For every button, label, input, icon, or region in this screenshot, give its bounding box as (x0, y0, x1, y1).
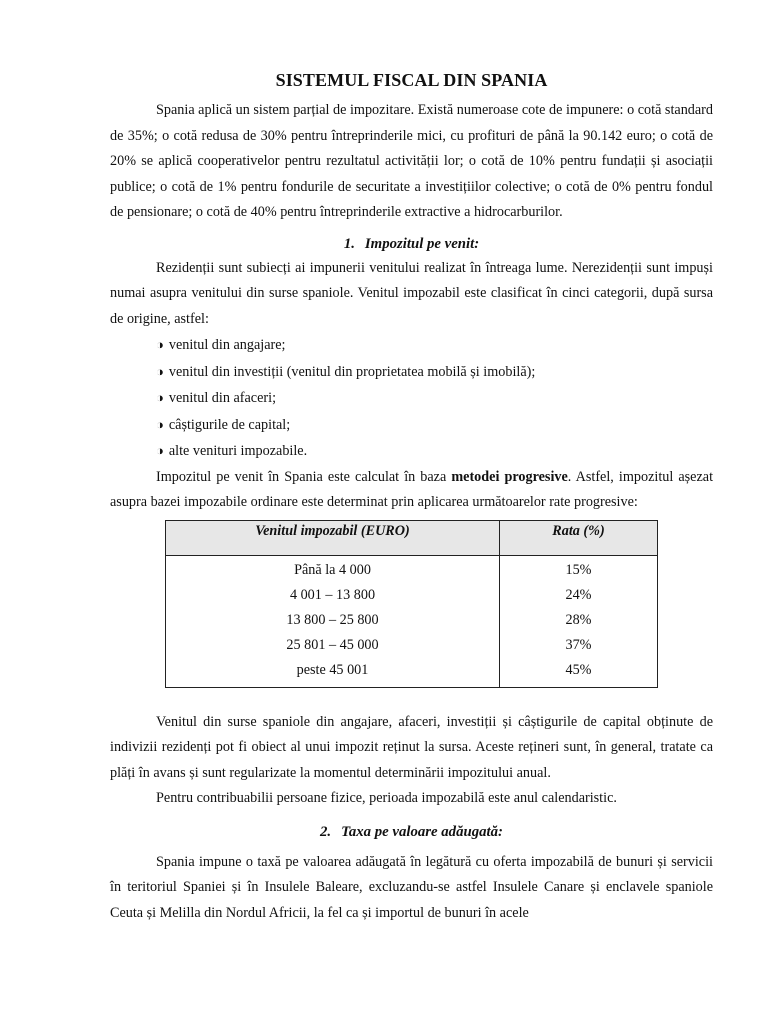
table-row (166, 608, 658, 633)
spacer (110, 812, 713, 820)
spacer (110, 688, 713, 710)
table-row (166, 583, 658, 608)
table-row (166, 633, 658, 658)
table-row (166, 658, 658, 688)
list-item (156, 385, 713, 412)
half-filled-circle-icon: ◑ (156, 416, 164, 432)
column-header-income: Venitul impozabil (EURO) (166, 520, 500, 555)
table-cell: 37% (500, 633, 658, 658)
paragraph-text: Impozitul pe venit în Spania este calculat în baza (156, 468, 452, 485)
list-item-text: alte venituri impozabile. (168, 443, 308, 459)
table-cell: 25 801 – 45 000 (166, 633, 500, 658)
section-2-heading (110, 820, 713, 844)
list-item (156, 412, 713, 439)
document-title: SISTEMUL FISCAL DIN SPANIA (275, 70, 548, 90)
half-filled-circle-icon: ◑ (156, 390, 164, 405)
section-1-number: 1. (343, 235, 355, 252)
bold-term: metodei progresive (451, 468, 568, 485)
column-header-rate: Rata (%) (500, 520, 658, 555)
table-cell: 13 800 – 25 800 (166, 608, 500, 633)
table-cell: 15% (500, 555, 658, 583)
list-item (156, 359, 713, 386)
table-cell: peste 45 001 (166, 658, 500, 688)
half-filled-circle-icon: ◑ (156, 443, 164, 458)
intro-paragraph: Spania aplică un sistem parțial de impozitare. Există numeroase cote de impunere: o cotă standard de 35%; o cotă redusa de 30% pentru întreprinderile mici, cu profituri de până la 90.142 euro; o cotă de 20% se aplică cooperativelor pentru rezultatul activității lor; o cotă de 10% pentru fundații și asociații publice; o cotă de 1% pentru fondurile de securitate a investițiilor colective; o cotă de 0% pentru fondul de pensionare; o cotă de 40% pentru întreprinderile extractive a hidrocarburilor. (110, 102, 713, 220)
table-row (166, 555, 658, 583)
list-item-text: venitul din angajare; (168, 337, 286, 353)
table-header-row (166, 520, 658, 555)
table-cell: Până la 4 000 (166, 555, 500, 583)
section-2-title: Taxa pe valoare adăugată: (341, 823, 503, 840)
section-1-title: Impozitul pe venit: (364, 235, 480, 252)
half-filled-circle-icon: ◑ (156, 337, 164, 352)
table-cell: 4 001 – 13 800 (166, 583, 500, 608)
section-1-paragraph-4: Pentru contribuabilii persoane fizice, perioada impozabilă este anul calendaristic. (156, 790, 617, 806)
section-2-paragraph-1: Spania impune o taxă pe valoarea adăugată în legătură cu oferta impozabilă de bunuri și servicii în teritoriul Spaniei și în Insulele Baleare, excluzandu-se astfel Insulele Canare și enclavele spaniole Ceuta și Melilla din Nordul Africii, la fel ca și importul de bunuri în acele (110, 853, 713, 921)
table-cell: 28% (500, 608, 658, 633)
list-item-text: câștigurile de capital; (168, 416, 291, 433)
section-1-paragraph-3: Venitul din surse spaniole din angajare, afaceri, investiții și câștigurile de capital obținute de indivizii rezidenți pot fi obiect al unui impozit reținut la sursa. Aceste rețineri sunt, în general, tratate ca plăți în avans și sunt regularizate la momentul determinării impozitului anual. (110, 713, 713, 781)
half-filled-circle-icon: ◑ (156, 363, 164, 379)
table-cell: 45% (500, 658, 658, 688)
table-cell: 24% (500, 583, 658, 608)
list-item-text: venitul din afaceri; (168, 390, 277, 406)
tax-rates-table (165, 520, 658, 688)
paragraph-text: . Astfel, impozitul așezat asupra bazei impozabile ordinare este determinat prin aplicarea următoarelor rate progresive: (110, 468, 714, 510)
section-1-paragraph-2 (110, 465, 713, 516)
list-item (156, 332, 713, 359)
section-1-heading (110, 232, 713, 256)
list-item-text: venitul din investiții (venitul din proprietatea mobilă și imobilă); (168, 363, 536, 380)
section-1-paragraph-1: Rezidenții sunt subiecți ai impunerii venitului realizat în întreaga lume. Nerezidenții sunt impuși numai asupra venitului din surse spaniole. Venitul impozabil este clasificat în cinci categorii, după sursa de origine, astfel: (110, 259, 713, 327)
section-2-number: 2. (320, 823, 332, 840)
list-item (156, 438, 713, 465)
income-categories-list (110, 332, 713, 465)
document-body (110, 66, 713, 926)
